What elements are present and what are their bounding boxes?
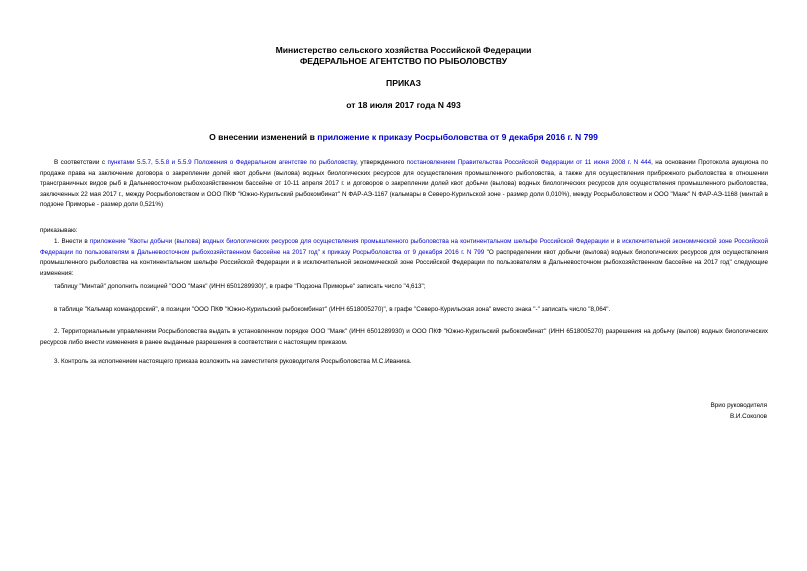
item-2-paragraph: 2. Территориальным управлениям Росрыболовства выдать в установленном порядке ООО "Маяк" (ИНН 6501289930) и ООО ПКФ "Южно-Курильский рыбокомбинат" (ИНН 6518005270) разрешения на добычу (вылов) водных биологических ресурсов либо внести изменения в ранее выданные разрешения в соответствии с настоящим приказом.: [40, 328, 768, 346]
item-1-text-2: "О распределении квот добычи (вылова) водных биологических ресурсов для осуществления промышленного рыболовства на континентальном шельфе Российской Федерации и в исключительной экономической зоне Российской Федерации по пользователям в Дальневосточном рыбохозяйственном бассейне на 2017 год" следующие изменения:: [40, 248, 768, 277]
document-date-number: от 18 июля 2017 года N 493: [346, 100, 461, 110]
signature-position: Врио руководителя: [710, 402, 767, 409]
item-1-paragraph: [40, 237, 768, 279]
preamble-text-1: В соответствии с: [54, 159, 108, 166]
sub-item-squid: в таблице "Кальмар командорский", в позиции "ООО ПКФ "Южно-Курильский рыбокомбинат" (ИНН 6518005270)", в графе "Северо-Курильская зона" вместо знака "-" записать число "8,064".: [54, 306, 611, 313]
agency-name: ФЕДЕРАЛЬНОЕ АГЕНТСТВО ПО РЫБОЛОВСТВУ: [299, 56, 508, 66]
preamble-text-3: , на основании Протокола аукциона по продаже права на заключение договора о закреплении долей квот добычи (вылова) водных биологических ресурсов для осуществления промышленного рыболовства, а также для осуществления прибрежного рыболовства в отношении трансграничных видов рыб в Дальневосточном рыбохозяйственном бассейне от 10-11 апреля 2017 г. и договоров о закреплении долей квот добычи (вылова) водных биологических ресурсов для осуществления промышленного рыболовства, заключенных 22 мая 2017 г., между Росрыболовством и ООО ПКФ "Южно-Курильский рыбокомбинат" N ФАР-АЭ-1167 (кальмары в Северо-Курильской зоне - размер доли 0,010%), между Росрыболовством и ООО "Маяк" N ФАР-АЭ-1168 (минтай в подзоне Приморье - размер доли 0,521%): [40, 159, 768, 209]
item-1-text-1: 1. Внести в: [54, 238, 90, 245]
signature-name: В.И.Соколов: [729, 413, 767, 420]
document-type: ПРИКАЗ: [386, 78, 421, 88]
item-3-paragraph: 3. Контроль за исполнением настоящего приказа возложить на заместителя руководителя Росрыболовства М.С.Иваника.: [54, 358, 412, 365]
item-1-link-appendix[interactable]: приложение "Квоты добычи (вылова) водных биологических ресурсов для осуществления промышленного рыболовства на континентальном шельфе Российской Федерации и в исключительной экономической зоне Российской Федерации по пользователям в Дальневосточном рыбохозяйственном бассейне на 2017 год" к приказу Росрыболовства от 9 декабря 2016 г. N 799: [40, 238, 768, 256]
preamble-paragraph: [40, 158, 768, 211]
document-title: [0, 132, 807, 142]
preamble-text-2: , утвержденного: [356, 159, 407, 166]
sub-item-minta: таблицу "Минтай" дополнить позицией "ООО "Маяк" (ИНН 6501289930)", в графе "Подзона Приморье" записать число "4,613";: [54, 283, 426, 290]
preamble-link-regulation[interactable]: пунктами 5.5.7, 5.5.8 и 5.5.9 Положения о Федеральном агентстве по рыболовству: [107, 159, 357, 166]
order-word: приказываю:: [40, 227, 78, 234]
title-text: О внесении изменений в: [209, 132, 318, 142]
title-link[interactable]: приложение к приказу Росрыболовства от 9 декабря 2016 г. N 799: [317, 132, 598, 142]
preamble-link-decree[interactable]: постановлением Правительства Российской Федерации от 11 июня 2008 г. N 444: [406, 159, 652, 166]
ministry-name: Министерство сельского хозяйства Российской Федерации: [275, 45, 532, 55]
